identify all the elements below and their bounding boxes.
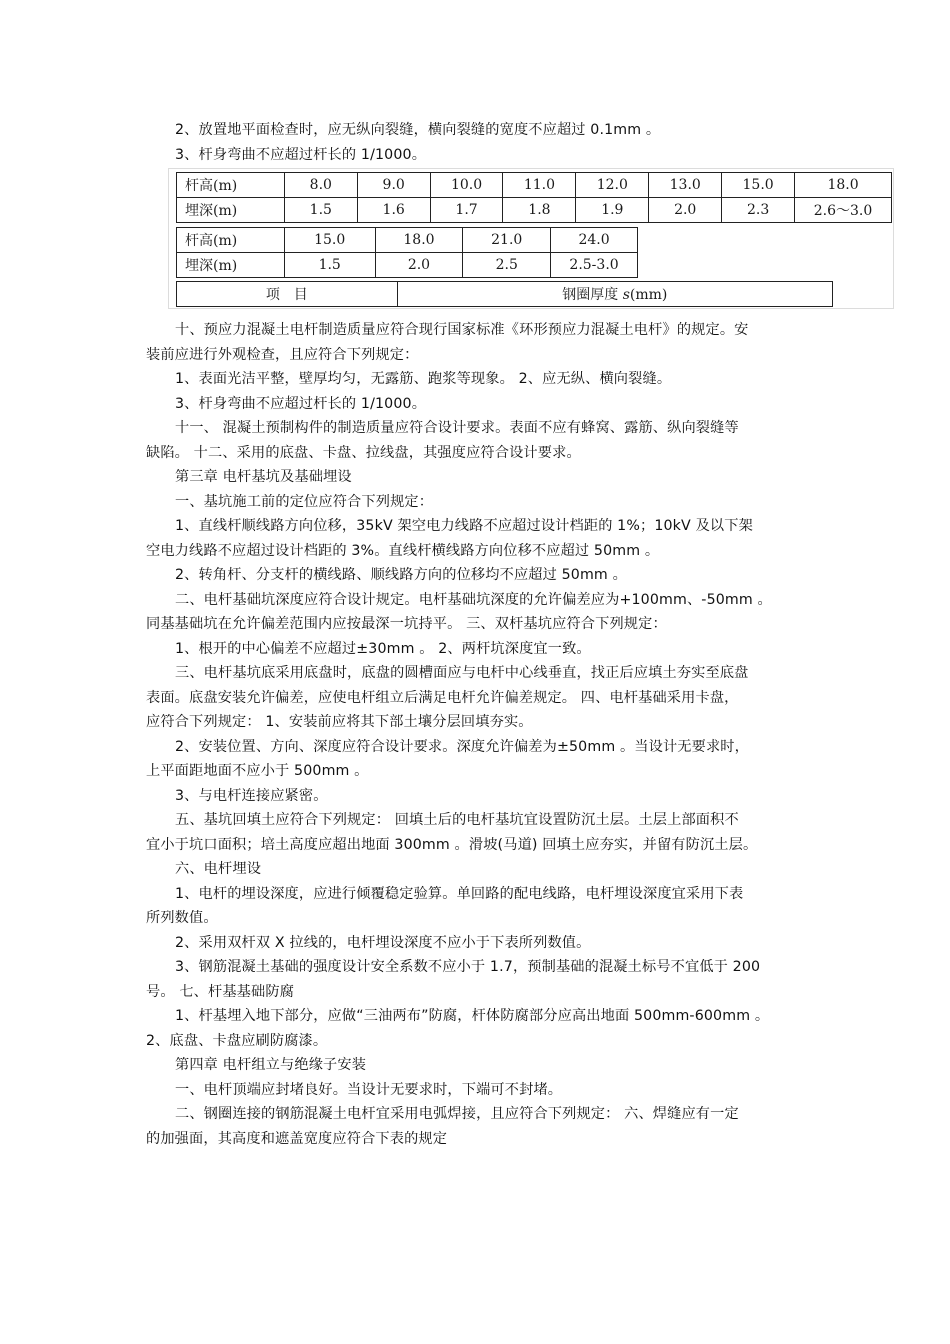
text-line: 应符合下列规定： 1、安装前应将其下部土壤分层回填夯实。 bbox=[146, 714, 533, 730]
text-line: 3、杆身弯曲不应超过杆长的 1/1000。 bbox=[175, 146, 427, 163]
table-cell: 21.0 bbox=[463, 228, 551, 253]
text-line: 一、基坑施工前的定位应符合下列规定： bbox=[175, 493, 434, 510]
text-line: 上平面距地面不应小于 500mm 。 bbox=[146, 763, 369, 779]
text-line: 2、底盘、卡盘应刷防腐漆。 bbox=[146, 1032, 328, 1049]
text-line: 三、电杆基坑底采用底盘时，底盘的圆槽面应与电杆中心线垂直，找正后应填土夯实至底盘 bbox=[175, 665, 749, 681]
text-line: 1、杆基埋入地下部分，应做“三油两布”防腐，杆体防腐部分应高出地面 500mm-600mm 。 bbox=[175, 1008, 770, 1024]
table-row bbox=[177, 173, 892, 198]
text-line: 3、杆身弯曲不应超过杆长的 1/1000。 bbox=[175, 395, 427, 412]
text-line: 十、预应力混凝土电杆制造质量应符合现行国家标准《环形预应力混凝土电杆》的规定。安 bbox=[175, 322, 749, 338]
table-cell: 9.0 bbox=[357, 173, 430, 198]
table-cell: 杆高(m) bbox=[177, 228, 285, 253]
text-line: 装前应进行外观检查，且应符合下列规定： bbox=[146, 346, 419, 363]
table-cell: 项 目 bbox=[177, 282, 398, 307]
table-cell: 18.0 bbox=[795, 173, 892, 198]
text-line: 六、电杆埋设 bbox=[175, 861, 262, 877]
text-line: 同基基础坑在允许偏差范围内应按最深一坑持平。 三、双杆基坑应符合下列规定： bbox=[146, 616, 667, 632]
table-cell: 杆高(m) bbox=[177, 173, 285, 198]
table-cell: 13.0 bbox=[649, 173, 722, 198]
text-line: 2、安装位置、方向、深度应符合设计要求。深度允许偏差为±50mm 。当设计无要求时， bbox=[175, 738, 749, 755]
text-line: 空电力线路不应超过设计档距的 3%。直线杆横线路方向位移不应超过 50mm 。 bbox=[146, 542, 660, 559]
table-cell: 1.9 bbox=[576, 198, 649, 223]
text-block-top bbox=[146, 118, 816, 167]
table-cell bbox=[397, 282, 832, 307]
text-line: 1、直线杆顺线路方向位移，35kV 架空电力线路不应超过设计档距的 1%；10kV 及以下架 bbox=[175, 518, 753, 534]
table-cell: 11.0 bbox=[503, 173, 576, 198]
text-block-body bbox=[146, 318, 816, 1151]
table-cell: 1.5 bbox=[284, 198, 357, 223]
text-line: 2、放置地平面检查时，应无纵向裂缝，横向裂缝的宽度不应超过 0.1mm 。 bbox=[175, 122, 661, 138]
table-cell: 8.0 bbox=[284, 173, 357, 198]
table-cell: 24.0 bbox=[551, 228, 638, 253]
text-line: 2、采用双杆双 X 拉线的，电杆埋设深度不应小于下表所列数值。 bbox=[175, 934, 591, 951]
table-row bbox=[177, 228, 638, 253]
table-cell: 2.6～3.0 bbox=[795, 198, 892, 223]
table-cell: 1.8 bbox=[503, 198, 576, 223]
table-cell: 2.5 bbox=[463, 253, 551, 278]
text-line: 所列数值。 bbox=[146, 910, 218, 926]
text-line: 号。 七、杆基基础防腐 bbox=[146, 983, 295, 1000]
text-line: 宜小于坑口面积；培土高度应超出地面 300mm 。滑坡(马道) 回填土应夯实，并留有防沉土层。 bbox=[146, 836, 758, 853]
table-cell: 1.5 bbox=[284, 253, 375, 278]
table-cell: 12.0 bbox=[576, 173, 649, 198]
table-cell: 18.0 bbox=[375, 228, 463, 253]
text-line: 缺陷。 十二、采用的底盘、卡盘、拉线盘，其强度应符合设计要求。 bbox=[146, 444, 581, 461]
table-row bbox=[177, 198, 892, 223]
table-cell: 15.0 bbox=[722, 173, 795, 198]
text-line: 3、钢筋混凝土基础的强度设计安全系数不应小于 1.7，预制基础的混凝土标号不宜低于 200 bbox=[175, 959, 761, 975]
table-row bbox=[177, 253, 638, 278]
text-line: 二、电杆基础坑深度应符合设计规定。电杆基础坑深度的允许偏差应为+100mm、-50mm 。 bbox=[175, 591, 772, 608]
text-line: 表面。底盘安装允许偏差，应使电杆组立后满足电杆允许偏差规定。 四、电杆基础采用卡盘， bbox=[146, 689, 739, 706]
text-line: 二、钢圈连接的钢筋混凝土电杆宜采用电弧焊接，且应符合下列规定： 六、焊缝应有一定 bbox=[175, 1106, 739, 1122]
table-cell: 1.7 bbox=[430, 198, 503, 223]
text-line: 2、转角杆、分支杆的横线路、顺线路方向的位移均不应超过 50mm 。 bbox=[175, 567, 627, 583]
text-line: 第三章 电杆基坑及基础埋设 bbox=[175, 469, 352, 485]
text-line: 的加强面，其高度和遮盖宽度应符合下表的规定 bbox=[146, 1130, 448, 1147]
text-line: 五、基坑回填土应符合下列规定： 回填土后的电杆基坑宜设置防沉土层。土层上部面积不 bbox=[175, 812, 739, 828]
table-cell-var: s bbox=[622, 287, 630, 303]
table-cell-unit: (mm) bbox=[629, 287, 668, 303]
pole-depth-table-2 bbox=[176, 227, 638, 278]
table-cell: 10.0 bbox=[430, 173, 503, 198]
table-cell: 15.0 bbox=[284, 228, 375, 253]
table-cell: 埋深(m) bbox=[177, 198, 285, 223]
table-cell: 1.6 bbox=[357, 198, 430, 223]
table-cell: 2.0 bbox=[649, 198, 722, 223]
table-cell: 2.0 bbox=[375, 253, 463, 278]
text-line: 第四章 电杆组立与绝缘子安装 bbox=[175, 1057, 367, 1073]
table-cell: 埋深(m) bbox=[177, 253, 285, 278]
pole-depth-table-1 bbox=[176, 172, 892, 223]
table-cell-text: 钢圈厚度 bbox=[562, 287, 623, 303]
weld-thickness-table bbox=[176, 281, 833, 307]
tables-figure bbox=[168, 168, 894, 309]
text-line: 1、根开的中心偏差不应超过±30mm 。 2、两杆坑深度宜一致。 bbox=[175, 640, 591, 657]
text-line: 一、电杆顶端应封堵良好。当设计无要求时，下端可不封堵。 bbox=[175, 1081, 563, 1098]
text-line: 1、电杆的埋设深度，应进行倾覆稳定验算。单回路的配电线路，电杆埋设深度宜采用下表 bbox=[175, 885, 744, 902]
text-line: 1、表面光洁平整，壁厚均匀，无露筋、跑浆等现象。 2、应无纵、横向裂缝。 bbox=[175, 371, 672, 387]
table-cell: 2.5-3.0 bbox=[551, 253, 638, 278]
text-line: 十一、 混凝土预制构件的制造质量应符合设计要求。表面不应有蜂窝、露筋、纵向裂缝等 bbox=[175, 420, 739, 436]
table-row bbox=[177, 282, 833, 307]
text-line: 3、与电杆连接应紧密。 bbox=[175, 787, 328, 804]
table-cell: 2.3 bbox=[722, 198, 795, 223]
